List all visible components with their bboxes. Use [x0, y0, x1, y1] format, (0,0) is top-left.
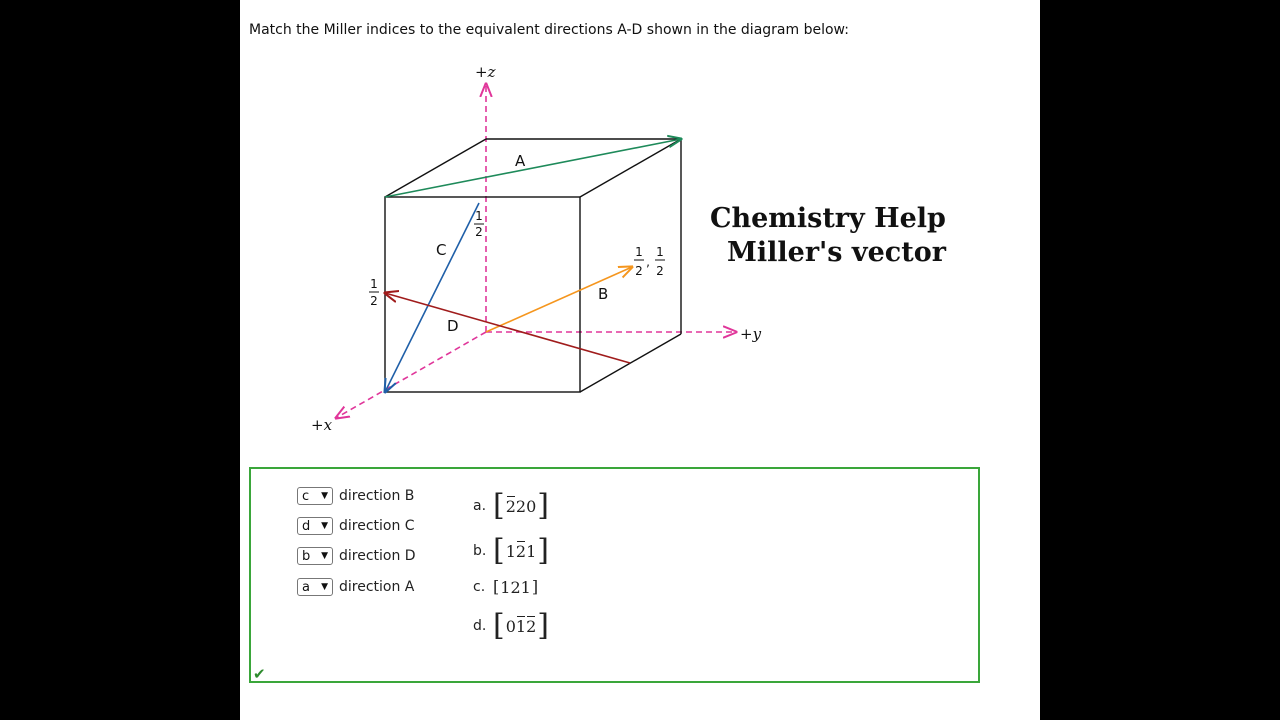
match-label: direction C — [339, 518, 415, 534]
svg-text:1: 1 — [635, 245, 643, 259]
fraction-comma: , — [646, 255, 650, 269]
question-text: Match the Miller indices to the equivalent directions A-D shown in the diagram below: — [249, 22, 849, 38]
direction-d-label: D — [447, 317, 459, 335]
chevron-down-icon: ▼ — [321, 521, 328, 531]
miller-index: [ 1 2 1 ] — [493, 533, 549, 568]
watermark-line-2: Miller's vector — [726, 237, 946, 268]
match-row-d — [297, 546, 416, 566]
svg-text:2: 2 — [635, 264, 643, 278]
watermark — [710, 202, 946, 270]
match-row-c — [297, 516, 415, 536]
match-select-d[interactable]: b ▼ — [297, 547, 333, 565]
direction-a-label: A — [515, 152, 526, 170]
y-axis-label: +y — [740, 325, 762, 343]
svg-text:2: 2 — [475, 225, 483, 239]
chevron-down-icon: ▼ — [321, 551, 328, 561]
x-axis — [336, 332, 486, 418]
question-page — [240, 0, 1040, 720]
x-axis-label: +x — [311, 416, 333, 434]
half-fraction-b1 — [634, 245, 644, 278]
svg-text:1: 1 — [370, 277, 378, 291]
match-row-a — [297, 577, 414, 597]
match-label: direction A — [339, 579, 415, 595]
chevron-down-icon: ▼ — [321, 582, 328, 592]
option-c: c. [ 1 2 1 ] — [473, 577, 539, 597]
direction-b-arrow — [486, 267, 632, 332]
svg-text:2: 2 — [370, 294, 378, 308]
z-axis-label: +z — [475, 63, 496, 81]
match-select-b[interactable]: c ▼ — [297, 487, 333, 505]
half-fraction-z — [474, 209, 484, 239]
match-label: direction B — [339, 488, 415, 504]
svg-text:1: 1 — [656, 245, 664, 259]
option-b: b. [ 1 2 1 ] — [473, 533, 549, 568]
svg-text:2: 2 — [656, 264, 664, 278]
answer-panel — [249, 467, 980, 683]
half-fraction-x — [369, 277, 379, 308]
watermark-line-1: Chemistry Help — [710, 203, 946, 234]
miller-index: [ 2 2 0 ] — [493, 488, 549, 523]
match-select-a[interactable]: a ▼ — [297, 578, 333, 596]
direction-a-arrow — [385, 139, 681, 197]
direction-c-label: C — [436, 241, 447, 259]
option-a: a. [ 2 2 0 ] — [473, 488, 549, 523]
direction-b-label: B — [598, 285, 609, 303]
svg-text:1: 1 — [475, 209, 483, 223]
half-fraction-b2 — [655, 245, 665, 278]
miller-index: [ 0 1 2 ] — [493, 608, 549, 643]
miller-index: [ 1 2 1 ] — [493, 577, 539, 597]
checkmark-icon: ✔ — [253, 665, 266, 683]
match-label: direction D — [339, 548, 416, 564]
match-select-c[interactable]: d ▼ — [297, 517, 333, 535]
direction-d-arrow — [385, 293, 630, 363]
chevron-down-icon: ▼ — [321, 491, 328, 501]
match-row-b — [297, 486, 414, 506]
option-d: d. [ 0 1 2 ] — [473, 608, 549, 643]
